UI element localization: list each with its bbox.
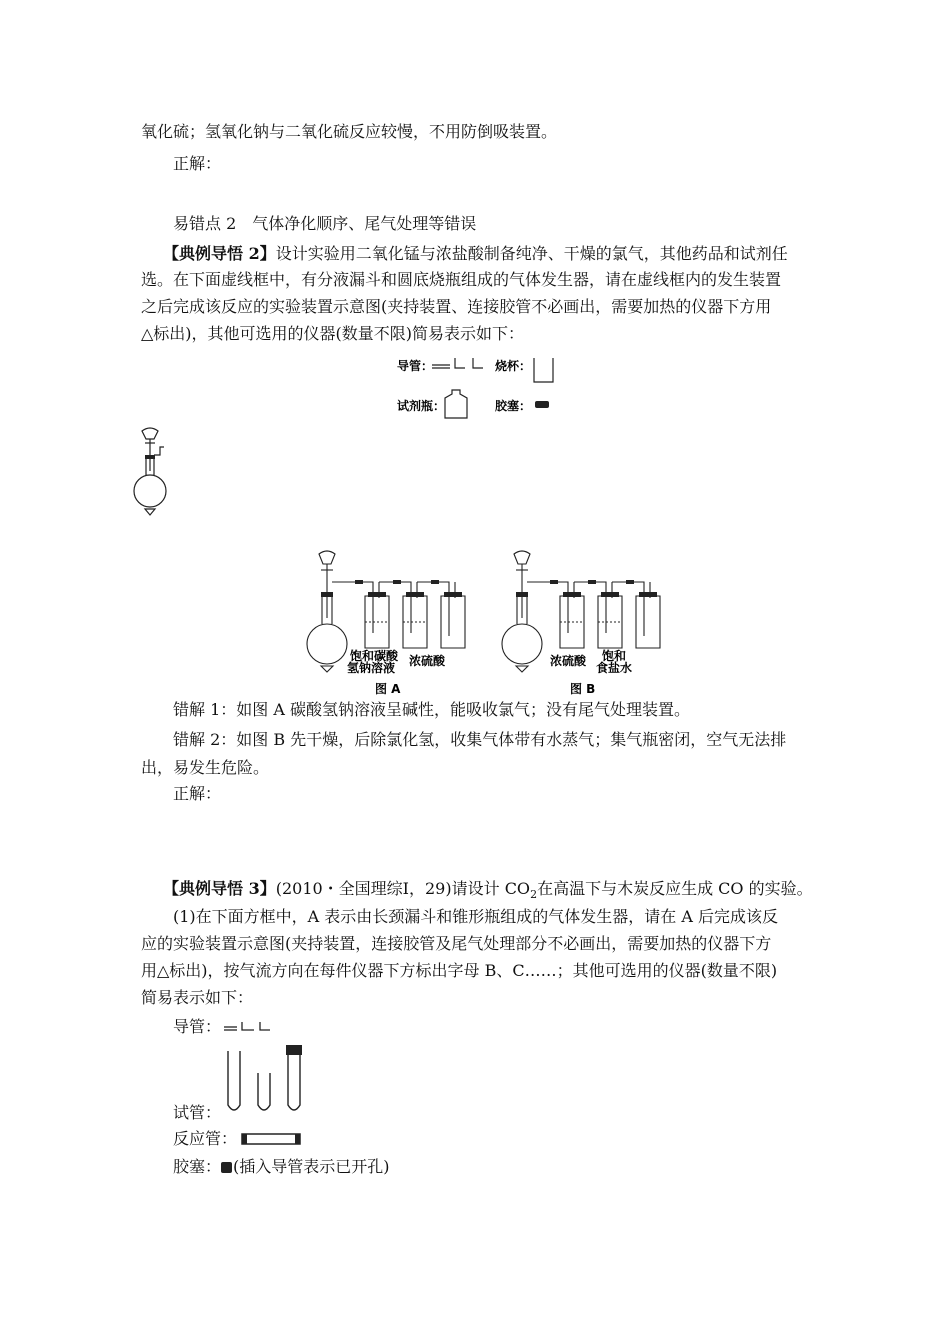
figure-a [305,548,485,698]
text-span: 设计实验用二氧化锰与浓盐酸制备纯净、干燥的氯气，其他药品和试剂任 [275,244,788,263]
error-solution-1: 错解 1：如图 A 碳酸氢钠溶液呈碱性，能吸收氯气；没有尾气处理装置。 [173,700,690,719]
test-tube-label: 试管： [173,1103,222,1122]
answer-label: 正解： [173,784,222,803]
text-line: 出，易发生危险。 [141,758,270,777]
fig-b-label-1: 浓硫酸 [550,654,587,668]
tube-label: 导管： [173,1017,222,1036]
stopper-icon [535,401,549,408]
fig-a-label-1b: 氢钠溶液 [347,661,396,675]
text-line: 应的实验装置示意图(夹持装置，连接胶管及尾气处理部分不必画出，需要加热的仪器下方 [141,934,772,953]
reaction-tube-label: 反应管： [173,1129,238,1148]
example-tag: 【典例导悟 2】 [163,244,276,263]
fig-b-label-2a: 饱和 [602,649,627,663]
stopper-label: 胶塞： [173,1157,222,1176]
apparatus-legend-figure [395,352,565,422]
tube-icon-2 [222,1018,277,1036]
tube-icon [432,358,483,368]
legend-bottle-label: 试剂瓶： [397,399,446,413]
text-span: (2010・全国理综Ⅰ，29)请设计 CO [275,879,531,898]
reaction-tube-icon [240,1131,305,1147]
legend-tube-label: 导管： [397,359,434,373]
figure-b [500,548,680,698]
gas-generator-figure [130,425,175,520]
text-line: △标出)，其他可选用的仪器(数量不限)简易表示如下： [141,324,525,343]
section-heading: 易错点 2 气体净化顺序、尾气处理等错误 [173,214,477,233]
answer-label: 正解： [173,154,222,173]
test-tubes-figure [222,1043,312,1118]
bottle-icon [445,390,467,418]
beaker-icon [534,358,553,382]
legend-beaker-label: 烧杯： [495,359,532,373]
error-solution-2: 错解 2：如图 B 先干燥，后除氯化氢，收集气体带有水蒸气；集气瓶密闭，空气无法排 [173,730,787,749]
text-line: 之后完成该反应的实验装置示意图(夹持装置、连接胶管不必画出，需要加热的仪器下方用 [141,297,772,316]
stopper-icon [221,1162,232,1173]
example-tag: 【典例导悟 3】 [163,879,276,898]
example-2-line [163,243,788,265]
example-3-line [163,878,813,906]
fig-a-label-1a: 饱和碳酸 [350,649,399,663]
text-span: (插入导管表示已开孔) [233,1157,390,1176]
fig-a-caption: 图 A [375,682,401,696]
stopper-line [173,1156,390,1178]
text-line: 选。在下面虚线框中，有分液漏斗和圆底烧瓶组成的气体发生器，请在虚线框内的发生装置 [141,270,782,289]
subscript: 2 [530,888,538,902]
fig-b-caption: 图 B [570,682,596,696]
legend-stopper-label: 胶塞： [495,399,532,413]
text-line: 简易表示如下： [141,988,254,1007]
text-span: 在高温下与木炭反应生成 CO 的实验。 [537,879,813,898]
text-line: 氧化硫；氢氧化钠与二氧化硫反应较慢，不用防倒吸装置。 [141,122,558,141]
fig-a-label-2: 浓硫酸 [409,654,446,668]
question-1-line: (1)在下面方框中，A 表示由长颈漏斗和锥形瓶组成的气体发生器，请在 A 后完成该反 [173,907,779,926]
text-line: 用△标出)，按气流方向在每件仪器下方标出字母 B、C……；其他可选用的仪器(数量不限) [141,961,778,980]
fig-b-label-2b: 食盐水 [596,661,633,675]
